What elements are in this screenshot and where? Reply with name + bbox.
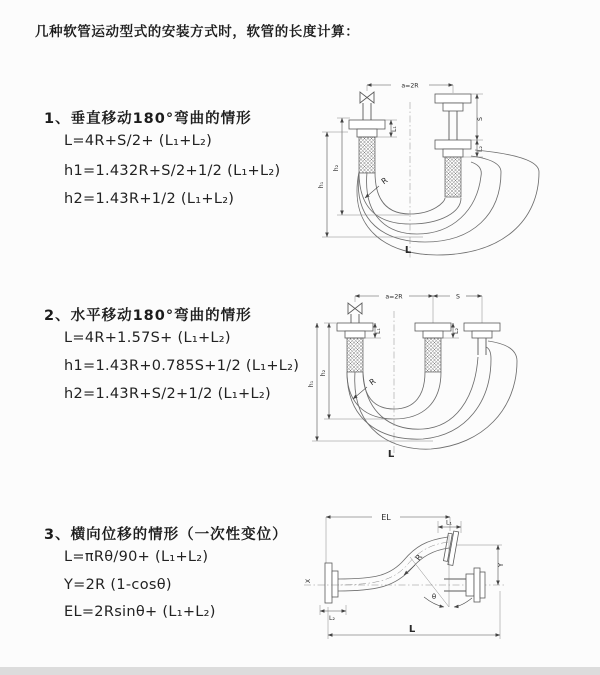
dim-a2r-label: a=2R xyxy=(401,82,419,90)
left-pipe xyxy=(337,314,373,372)
section-3-formula-Y: Y=2R (1-cosθ) xyxy=(64,577,172,593)
radius-callout xyxy=(365,175,390,198)
dim-l2-label: L₂ xyxy=(477,146,484,152)
dim-h2-label: h₂ xyxy=(333,164,340,172)
page-title: 几种软管运动型式的安装方式时，软管的长度计算： xyxy=(35,24,360,40)
dimension-l1 xyxy=(438,520,461,534)
left-flange xyxy=(325,563,338,603)
dim-l1-label: L₁ xyxy=(375,328,382,334)
dim-a2r-label: a=2R xyxy=(385,293,403,301)
diagram-horizontal-180-bend xyxy=(305,283,600,461)
section-1-formula-L: L=4R+S/2+ (L₁+L₂) xyxy=(64,133,213,149)
section-1-formula-h1: h1=1.432R+S/2+1/2 (L₁+L₂) xyxy=(64,163,281,179)
section-3-formula-L: L=πRθ/90+ (L₁+L₂) xyxy=(64,549,209,565)
section-1-formula-h2: h2=1.43R+1/2 (L₁+L₂) xyxy=(64,191,235,207)
dimension-l2 xyxy=(320,605,346,622)
dim-l2-label: L₂ xyxy=(329,615,335,622)
dim-l1-label: L₁ xyxy=(446,519,452,527)
right-pipe xyxy=(435,94,471,197)
section-2-formula-h2: h2=1.43R+S/2+1/2 (L₁+L₂) xyxy=(64,386,271,402)
left-pipe xyxy=(349,103,385,173)
dimension-a2r xyxy=(355,294,433,324)
hose-s-curve xyxy=(332,537,449,591)
scan-edge xyxy=(0,667,600,675)
length-label: L xyxy=(387,449,395,460)
section-2-formula-h1: h1=1.43R+0.785S+1/2 (L₁+L₂) xyxy=(64,358,300,374)
dimension-el xyxy=(326,513,450,563)
dim-h1-label: h₁ xyxy=(318,181,325,189)
radius-label: R xyxy=(413,552,425,563)
length-label: L xyxy=(408,624,416,635)
dim-s-label: S xyxy=(456,293,460,301)
radius-label: R xyxy=(367,376,378,388)
dimension-s xyxy=(471,94,484,140)
valve-icon xyxy=(348,303,362,314)
length-label: L xyxy=(404,245,412,256)
section-3-formula-EL: EL=2Rsinθ+ (L₁+L₂) xyxy=(64,604,216,620)
lower-pipe xyxy=(444,568,485,602)
valve-icon xyxy=(360,92,374,103)
angle-theta-label: θ xyxy=(431,593,437,601)
dim-h2-label: h₂ xyxy=(320,369,327,377)
axis-x-label: X xyxy=(305,578,312,584)
diagram-vertical-180-bend xyxy=(305,72,600,267)
section-1-heading: 1、垂直移动180°弯曲的情形 xyxy=(44,111,252,127)
dim-y-label: Y xyxy=(497,562,505,568)
dim-el-label: EL xyxy=(381,513,391,522)
radius-label: R xyxy=(379,175,390,187)
right-pipe xyxy=(464,323,500,355)
dim-h1-label: h₁ xyxy=(308,380,315,388)
section-2-heading: 2、水平移动180°弯曲的情形 xyxy=(44,308,252,324)
section-2-formula-L: L=4R+1.57S+ (L₁+L₂) xyxy=(64,330,231,346)
diagram-lateral-displacement xyxy=(298,507,598,652)
dim-l2-label: L₂ xyxy=(453,328,460,334)
upper-flange xyxy=(443,530,459,565)
middle-pipe xyxy=(415,323,451,372)
dim-l1-label: L₁ xyxy=(391,126,398,132)
dim-s-label: S xyxy=(477,117,484,121)
dimension-s xyxy=(433,294,482,324)
dimension-a2r xyxy=(367,83,453,94)
section-3-heading: 3、横向位移的情形（一次性变位） xyxy=(44,527,288,543)
